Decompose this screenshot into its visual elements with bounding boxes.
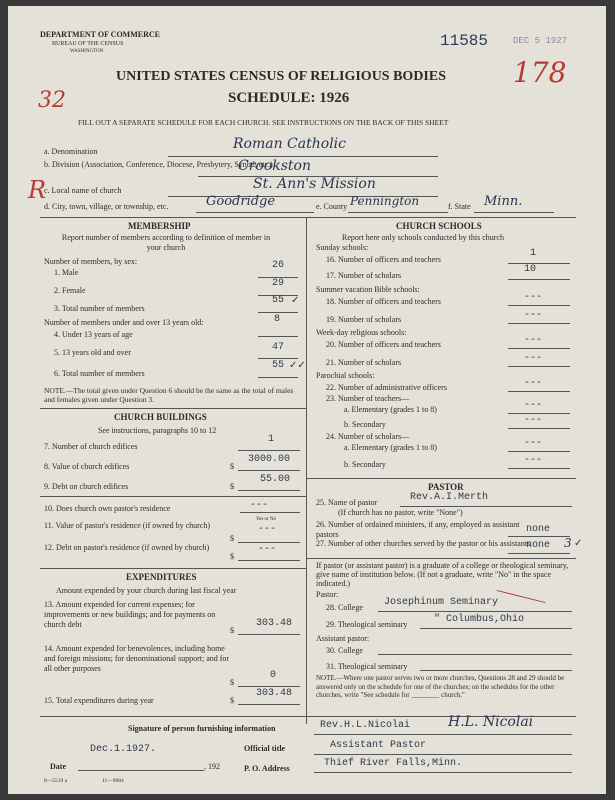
membership-note: NOTE.—The total given under Question 6 should be the same as the total of males and females given under Question 3. <box>44 386 294 404</box>
assistant-college-label: 30. College <box>326 646 363 655</box>
address-label: P. O. Address <box>244 764 290 773</box>
edifices-debt-label: 9. Debt on church edifices <box>44 482 129 491</box>
q23-label: 23. Number of teachers— <box>326 394 410 403</box>
q16-value: 1 <box>530 248 537 259</box>
total-members-age-label: 6. Total number of members <box>54 369 145 378</box>
owns-residence-label: 10. Does church own pastor's residence <box>44 504 171 513</box>
red-left-number: 32 <box>38 88 66 113</box>
benevolences-label: 14. Amount expended for benevolences, including home and foreign missions; for denominational support; and for all other purposes <box>44 644 230 673</box>
q23a-value: --- <box>524 400 543 411</box>
received-date-stamp: DEC 5 1927 <box>513 36 568 46</box>
male-value: 26 <box>272 260 285 271</box>
pastor-name-sub: (If church has no pastor, write "None") <box>338 508 463 517</box>
state-line <box>474 212 554 213</box>
pastor-note: NOTE.—Where one pastor serves two or more churches, Questions 28 and 29 should be answered only on the schedule for one of the churches; on the schedules for the other churches, write "See schedule for ________ church." <box>316 674 565 699</box>
seminary-value: " Columbus,Ohio <box>434 614 525 625</box>
bureau-city: WASHINGTON <box>70 49 104 54</box>
division-label: b. Division (Association, Conference, Diocese, Presbytery, Synod, etc.) <box>44 160 273 169</box>
over-13-label: 5. 13 years old and over <box>54 348 131 357</box>
other-churches-label: 27. Number of other churches served by the pastor or his assistants <box>316 539 531 548</box>
total-members-age-value: 55 <box>272 360 285 371</box>
county-line <box>348 212 448 213</box>
q20-value: --- <box>524 335 543 346</box>
weekday-schools-label: Week-day religious schools: <box>316 328 407 337</box>
q22-label: 22. Number of administrative officers <box>326 383 447 392</box>
age-breakdown-label: Number of members under and over 13 years old: <box>44 318 204 327</box>
q23b-value: --- <box>524 415 543 426</box>
footer-code: 8—5519 a <box>44 778 68 784</box>
census-schedule-page: DEPARTMENT OF COMMERCE BUREAU OF THE CENSUS WASHINGTON 11585 DEC 5 1927 178 32 R UNITED STATES CENSUS OF RELIGIOUS BODIES SCHEDULE: 1926 FILL OUT A SEPARATE SCHEDULE FOR EACH CHURCH. SEE INSTRUCTIONS ON THE BACK OF THIS SHEET a. Denomination Roman Catholic b. Division (Association, Conference, Diocese, Presbytery, Synod, etc.) Crookston c. Local name of church St. Ann's Mission d. City, town, village, or township, etc. Goodridge e. County Pennington f. State Minn. MEMBERSHIP Report number of members according to definition of member in your church Number of members, by sex: 1. Male 26 2. Female 29 3. Total number of members 55 ✓ Number of members under and over 13 years old: 8 4. Under 13 years of age 5. 13 years old and over 47 6. Total number of members 55 ✓✓ NOTE.—The total given under Question 6 should be the same as the total of males and females given under Question 3. CHURCH BUILDINGS See instructions, paragraphs 10 to 12 7. Number of church edifices 1 8. Value of church edifices $ 3000.00 9. Debt on church edifices $ 55.00 10. Does church own pastor's residence --- Yes or No 11. Value of pastor's residence (if owned by church) $ --- 12. Debt on pastor's residence (if owned by church) $ --- EXPENDITURES Amount expended by your church during last fiscal year 13. Amount expended for current expenses; for improvements or new buildings; and for payments on church debt $ 303.48 14. Amount expended for benevolences, including home and foreign missions; for denominational support; and for all other purposes $ 0 15. Total expenditures during year $ 303.48 CHURCH SCHOOLS Report here only schools conducted by this church Sunday schools: 16. Number of officers and teachers 1 17. Number of scholars 10 Summer vacation Bible schools: 18. Number of officers and teachers --- 19. Number of scholars --- Week-day religious schools: 20. Number of officers and teachers --- 21. Number of scholars --- Parochial schools: 22. Number of administrative officers --- 23. Number of teachers— a. Elementary (grades 1 to 8) --- b. Secondary --- 24. Number of scholars— a. Elementary (grades 1 to 8) --- b. Secondary --- PASTOR 25. Name of pastor Rev.A.I.Merth (If church has no pastor, write "None") 26. Number of ordained ministers, if any, employed as assistant pastors none 27. Number of other churches served by the pastor or his assistants none 3 ✓ If pastor (or assistant pastor) is a graduate of a college or theological seminary, give name of institution below. (If not a graduate, write "No" in the space indicated.) Pastor: 28. College Josephinum Seminary 29. Theological seminary " Columbus,Ohio Assistant pastor: 30. College 31. Theological seminary NOTE.—Where one pastor serves two or more churches, Questions 28 and 29 should be answered only on the schedule for one of the churches; on the schedules for the other churches, write "See schedule for ________ church." Signature of person furnishing information Rev.H.L.Nicolai H.L. Nicolai Official title Assistant Pastor Date Dec.1.1927. , 192 P. O. Address Thief River Falls,Minn. 8—5519 a 11—9084 <box>8 6 606 794</box>
sunday-schools-label: Sunday schools: <box>316 243 369 252</box>
edifices-count-label: 7. Number of church edifices <box>44 442 138 451</box>
expenditures-heading: EXPENDITURES <box>126 572 197 582</box>
edifices-value-label: 8. Value of church edifices <box>44 462 130 471</box>
department-name: DEPARTMENT OF COMMERCE <box>40 30 161 39</box>
total-expenditures-value: 303.48 <box>256 688 293 699</box>
pastor-heading: PASTOR <box>428 482 464 492</box>
q17-value: 10 <box>524 264 537 275</box>
q16-label: 16. Number of officers and teachers <box>326 255 441 264</box>
signature-typed: Rev.H.L.Nicolai <box>320 720 411 731</box>
over-13-value: 47 <box>272 342 285 353</box>
date-label: Date <box>50 762 66 771</box>
membership-heading: MEMBERSHIP <box>128 221 191 231</box>
division-value: Crookston <box>238 158 312 174</box>
membership-intro: Report number of members according to definition of member in your church <box>61 233 271 252</box>
q24b-label: b. Secondary <box>344 460 386 469</box>
denomination-line <box>168 156 438 157</box>
state-value: Minn. <box>484 194 523 209</box>
pastor-name-label: 25. Name of pastor <box>316 498 378 507</box>
check-mark-icon: ✓ <box>291 295 300 306</box>
edifices-debt-value: 55.00 <box>260 474 291 485</box>
red-strike-mark <box>497 590 546 603</box>
city-label: d. City, town, village, or township, etc. <box>44 202 169 211</box>
pastor-name-value: Rev.A.I.Merth <box>410 492 489 503</box>
buildings-sub: See instructions, paragraphs 10 to 12 <box>98 426 217 435</box>
female-value: 29 <box>272 278 285 289</box>
q24a-label: a. Elementary (grades 1 to 8) <box>344 443 437 452</box>
q23b-label: b. Secondary <box>344 420 386 429</box>
yes-no-caption: Yes or No <box>256 517 277 522</box>
q21-label: 21. Number of scholars <box>326 358 402 367</box>
q24-label: 24. Number of scholars— <box>326 432 410 441</box>
county-value: Pennington <box>350 194 420 208</box>
other-churches-value: none <box>526 540 551 551</box>
residence-debt-label: 12. Debt on pastor's residence (if owned by church) <box>44 543 210 552</box>
other-churches-handwritten: 3 <box>564 536 572 550</box>
q22-value: --- <box>524 378 543 389</box>
form-title: UNITED STATES CENSUS OF RELIGIOUS BODIES <box>116 69 447 84</box>
local-name-label: c. Local name of church <box>44 186 122 195</box>
check-mark-icon: ✓ <box>574 538 583 549</box>
college-label: 28. College <box>326 603 363 612</box>
edifices-value-value: 3000.00 <box>248 454 291 465</box>
assistant-count-value: none <box>526 524 551 535</box>
total-expenditures-label: 15. Total expenditures during year <box>44 696 154 705</box>
schools-heading: CHURCH SCHOOLS <box>396 221 482 231</box>
q19-value: --- <box>524 310 543 321</box>
owns-residence-value: --- <box>250 500 269 511</box>
seminary-label: 29. Theological seminary <box>326 620 408 629</box>
city-line <box>196 212 314 213</box>
check-mark-icon: ✓✓ <box>289 360 306 371</box>
total-members-value: 55 <box>272 295 285 306</box>
residence-value-value: --- <box>258 524 277 535</box>
section-rule-top <box>40 217 576 218</box>
buildings-heading: CHURCH BUILDINGS <box>114 412 207 422</box>
age-breakdown-value: 8 <box>274 314 281 325</box>
county-label: e. County <box>316 202 348 211</box>
city-value: Goodridge <box>206 194 276 209</box>
pastor-subheading: Pastor: <box>316 590 339 599</box>
q21-value: --- <box>524 353 543 364</box>
form-number: 11585 <box>440 32 489 50</box>
denomination-label: a. Denomination <box>44 147 98 156</box>
summer-schools-label: Summer vacation Bible schools: <box>316 285 420 294</box>
q18-value: --- <box>524 292 543 303</box>
q17-label: 17. Number of scholars <box>326 271 402 280</box>
official-title-value: Assistant Pastor <box>330 740 427 751</box>
benevolences-value: 0 <box>270 670 277 681</box>
assistant-seminary-label: 31. Theological seminary <box>326 662 408 671</box>
residence-value-label: 11. Value of pastor's residence (if owned by church) <box>44 521 211 530</box>
q19-label: 19. Number of scholars <box>326 315 402 324</box>
edifices-count-value: 1 <box>268 434 275 445</box>
signature-handwritten: H.L. Nicolai <box>448 714 534 730</box>
total-members-label: 3. Total number of members <box>54 304 145 313</box>
q24b-value: --- <box>524 455 543 466</box>
date-year-suffix: , 192 <box>204 762 220 771</box>
signature-label: Signature of person furnishing information <box>128 724 276 733</box>
current-expenses-label: 13. Amount expended for current expenses; for improvements or new buildings; and for payments on church debt <box>44 600 216 629</box>
schools-intro: Report here only schools conducted by this church <box>342 233 504 242</box>
q24a-value: --- <box>524 438 543 449</box>
schedule-title: SCHEDULE: 1926 <box>228 90 350 106</box>
assistant-subheading: Assistant pastor: <box>316 634 370 643</box>
local-name-value: St. Ann's Mission <box>253 176 376 192</box>
red-right-number: 178 <box>513 56 567 89</box>
college-note: If pastor (or assistant pastor) is a graduate of a college or theological seminary, give name of institution below. (If not a graduate, write "No" in the space indicated.) <box>316 561 569 588</box>
assistant-count-label: 26. Number of ordained ministers, if any, employed as assistant pastors <box>316 520 520 539</box>
members-by-sex-label: Number of members, by sex: <box>44 257 138 266</box>
expenditures-sub: Amount expended by your church during last fiscal year <box>56 586 237 595</box>
q18-label: 18. Number of officers and teachers <box>326 297 441 306</box>
q23a-label: a. Elementary (grades 1 to 8) <box>344 405 437 414</box>
male-label: 1. Male <box>54 268 79 277</box>
state-label: f. State <box>448 202 471 211</box>
official-title-label: Official title <box>244 744 286 753</box>
q20-label: 20. Number of officers and teachers <box>326 340 441 349</box>
college-value: Josephinum Seminary <box>384 597 499 608</box>
address-value: Thief River Falls,Minn. <box>324 758 463 769</box>
red-margin-mark: R <box>28 176 47 204</box>
denomination-value: Roman Catholic <box>233 136 346 152</box>
female-label: 2. Female <box>54 286 86 295</box>
general-instructions: FILL OUT A SEPARATE SCHEDULE FOR EACH CHURCH. SEE INSTRUCTIONS ON THE BACK OF THIS SHEET <box>78 118 449 127</box>
column-divider <box>306 218 307 724</box>
footer-code-2: 11—9084 <box>102 778 124 784</box>
under-13-label: 4. Under 13 years of age <box>54 330 133 339</box>
parochial-schools-label: Parochial schools: <box>316 371 375 380</box>
residence-debt-value: --- <box>258 544 277 555</box>
date-value: Dec.1.1927. <box>90 744 157 755</box>
bureau-name: BUREAU OF THE CENSUS <box>52 41 124 47</box>
current-expenses-value: 303.48 <box>256 618 293 629</box>
